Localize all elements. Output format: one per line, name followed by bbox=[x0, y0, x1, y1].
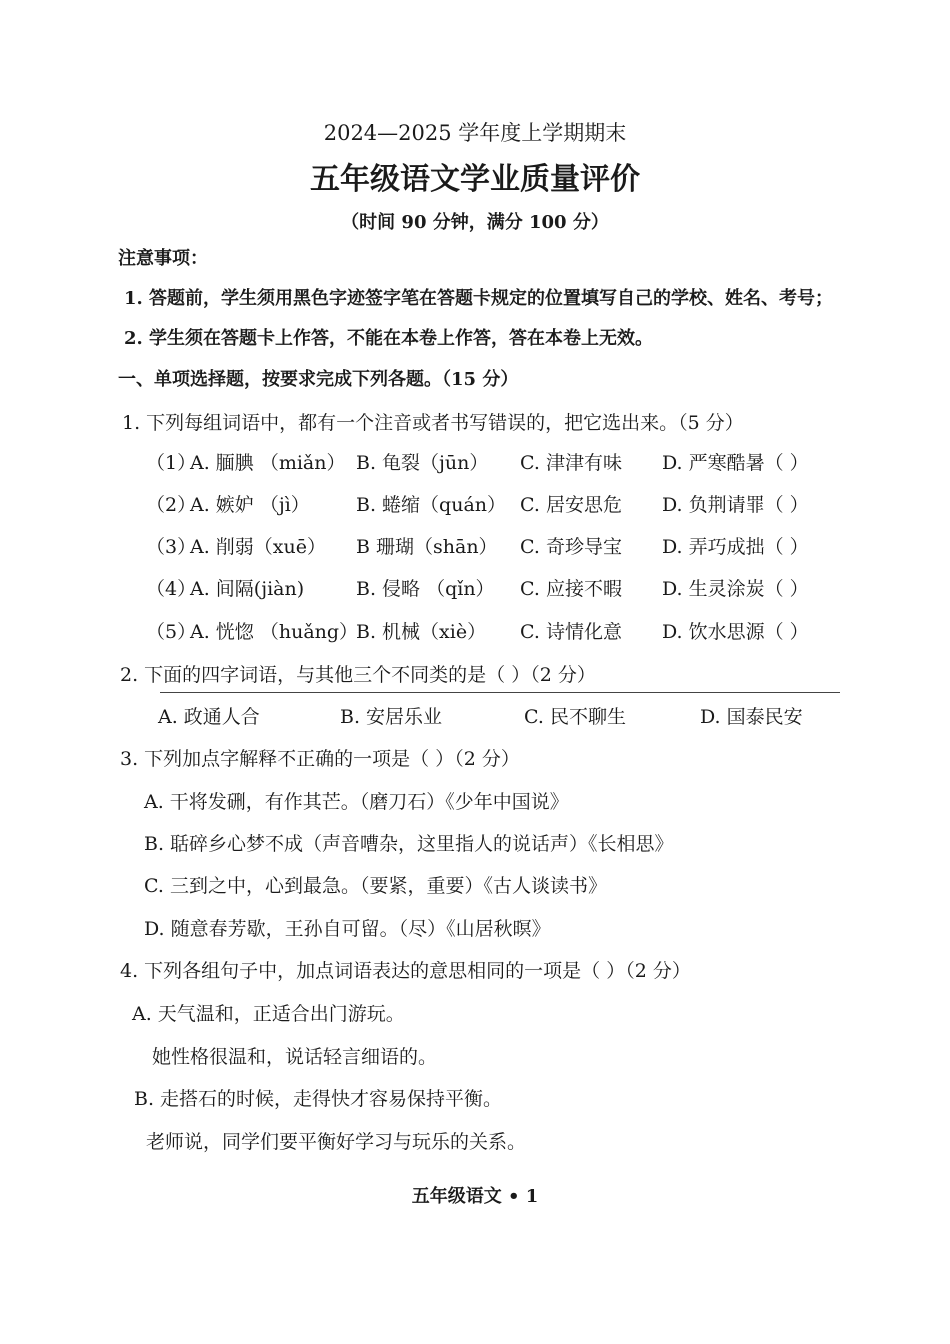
notice-heading: 注意事项： bbox=[118, 248, 208, 269]
q1-row-number: （5） bbox=[146, 621, 197, 643]
q1-option-b: B. 蜷缩（quán） bbox=[356, 494, 507, 516]
notice-item-2: 2. 学生须在答题卡上作答，不能在本卷上作答，答在本卷上无效。 bbox=[124, 328, 654, 349]
q1-option-b: B. 侵略 （qǐn） bbox=[356, 578, 495, 600]
q1-row-number: （1） bbox=[146, 452, 197, 474]
q4-option-a-line1: A. 天气温和，正适合出门游玩。 bbox=[132, 1003, 405, 1025]
q1-option-c: C. 诗情化意 bbox=[520, 621, 622, 643]
exam-title: 五年级语文学业质量评价 bbox=[310, 162, 640, 197]
q1-option-a: A. 间隔(jiàn) bbox=[190, 578, 305, 600]
q1-option-a: A. 恍惚 （huǎng） bbox=[190, 621, 359, 643]
q1-option-d: D. 严寒酷暑（ ） bbox=[662, 452, 809, 474]
q4-option-b-line2: 老师说，同学们要平衡好学习与玩乐的关系。 bbox=[146, 1131, 527, 1153]
notice-item-1: 1. 答题前，学生须用黑色字迹签字笔在答题卡规定的位置填写自己的学校、姓名、考号； bbox=[124, 288, 834, 309]
q3-stem: 3. 下列加点字解释不正确的一项是（ ）（2 分） bbox=[120, 748, 520, 770]
q4-stem: 4. 下列各组句子中，加点词语表达的意思相同的一项是（ ）（2 分） bbox=[120, 960, 691, 982]
q1-option-a: A. 削弱（xuē） bbox=[190, 536, 326, 558]
q2-option-a: A. 政通人合 bbox=[158, 706, 260, 728]
q1-row-number: （4） bbox=[146, 578, 197, 600]
q1-option-d: D. 负荆请罪（ ） bbox=[662, 494, 809, 516]
q3-option-b: B. 聒碎乡心梦不成（声音嘈杂，这里指人的说话声）《长相思》 bbox=[144, 833, 674, 855]
q1-option-d: D. 弄巧成拙（ ） bbox=[662, 536, 809, 558]
q3-option-d: D. 随意春芳歇，王孙自可留。（尽）《山居秋暝》 bbox=[144, 918, 551, 940]
q1-option-d: D. 饮水思源（ ） bbox=[662, 621, 809, 643]
q3-option-c: C. 三到之中，心到最急。（要紧，重要）《古人谈读书》 bbox=[144, 875, 607, 897]
q4-option-a-line2: 她性格很温和，说话轻言细语的。 bbox=[152, 1046, 438, 1068]
section1-heading: 一、单项选择题，按要求完成下列各题。（15 分） bbox=[118, 369, 519, 390]
q2-option-c: C. 民不聊生 bbox=[524, 706, 626, 728]
q1-row-number: （2） bbox=[146, 494, 197, 516]
q1-option-b: B 珊瑚（shān） bbox=[356, 536, 498, 558]
q1-option-a: A. 腼腆 （miǎn） bbox=[190, 452, 346, 474]
q1-option-a: A. 嫉妒 （jì） bbox=[190, 494, 310, 516]
q4-option-b-line1: B. 走搭石的时候，走得快才容易保持平衡。 bbox=[134, 1088, 503, 1110]
exam-time-note: （时间 90 分钟，满分 100 分） bbox=[341, 212, 609, 233]
q1-option-c: C. 津津有味 bbox=[520, 452, 622, 474]
q2-option-b: B. 安居乐业 bbox=[340, 706, 443, 728]
q2-stem: 2. 下面的四字词语，与其他三个不同类的是（ ）（2 分） bbox=[120, 664, 596, 686]
scan-underline bbox=[160, 692, 840, 693]
q1-option-c: C. 应接不暇 bbox=[520, 578, 622, 600]
q1-row-number: （3） bbox=[146, 536, 197, 558]
q1-option-b: B. 龟裂（jūn） bbox=[356, 452, 489, 474]
q1-option-d: D. 生灵涂炭（ ） bbox=[662, 578, 809, 600]
q2-option-d: D. 国泰民安 bbox=[700, 706, 803, 728]
q1-option-b: B. 机械（xiè） bbox=[356, 621, 487, 643]
page-footer: 五年级语文 • 1 bbox=[411, 1186, 539, 1207]
q3-option-a: A. 干将发硎，有作其芒。（磨刀石）《少年中国说》 bbox=[144, 791, 569, 813]
q1-option-c: C. 居安思危 bbox=[520, 494, 622, 516]
q1-stem: 1. 下列每组词语中，都有一个注音或者书写错误的，把它选出来。（5 分） bbox=[122, 412, 744, 434]
exam-term: 2024—2025 学年度上学期期末 bbox=[323, 121, 627, 145]
q1-option-c: C. 奇珍导宝 bbox=[520, 536, 622, 558]
